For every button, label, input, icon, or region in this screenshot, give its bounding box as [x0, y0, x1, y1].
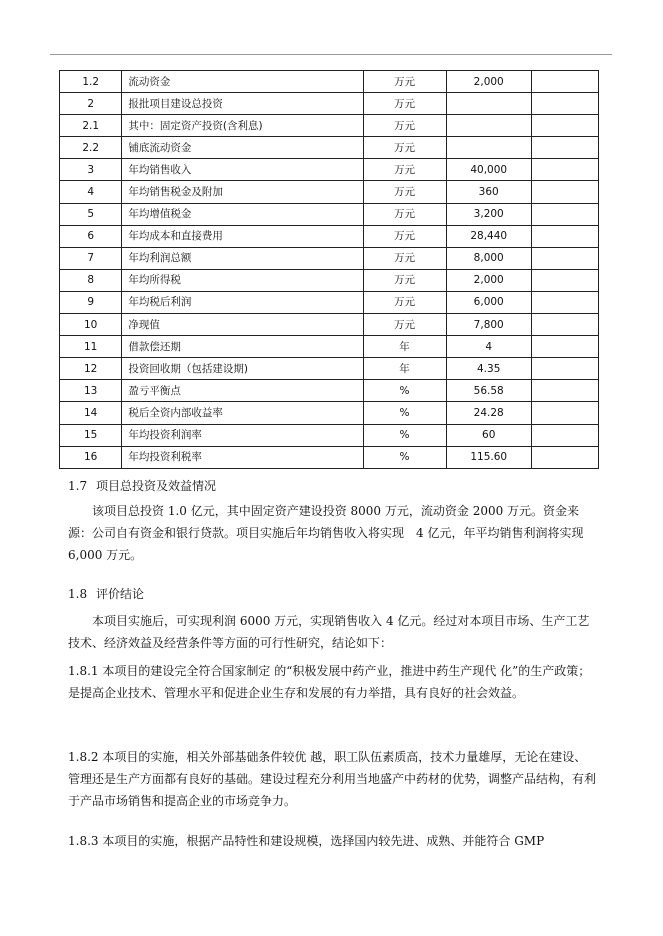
- row-value: 3,200: [446, 203, 531, 225]
- row-value: 2,000: [446, 71, 531, 93]
- row-name: 年均投资利税率: [122, 446, 363, 468]
- row-number: 11: [60, 336, 122, 358]
- item-text: 本项目的建设完全符合国家制定 的“积极发展中药产业，推进中药生产现代 化”的生产政策；是提高企业技术、管理水平和促进企业生存和发展的有力举措，具有良好的社会效益。: [68, 664, 591, 700]
- table-row: [60, 181, 599, 203]
- table-row: [60, 159, 599, 181]
- row-note: [531, 402, 598, 424]
- row-unit: 万元: [363, 93, 446, 115]
- row-value: [446, 93, 531, 115]
- row-note: [531, 358, 598, 380]
- table-row: [60, 380, 599, 402]
- row-number: 2.2: [60, 137, 122, 159]
- row-number: 3: [60, 159, 122, 181]
- table-row: [60, 336, 599, 358]
- row-number: 6: [60, 225, 122, 247]
- table-row: [60, 225, 599, 247]
- row-note: [531, 115, 598, 137]
- row-unit: 万元: [363, 203, 446, 225]
- section-number: 1.8: [68, 587, 88, 601]
- table-row: [60, 291, 599, 313]
- conclusion-item-1: [68, 660, 598, 704]
- row-note: [531, 291, 598, 313]
- row-number: 16: [60, 446, 122, 468]
- row-number: 13: [60, 380, 122, 402]
- row-unit: 年: [363, 358, 446, 380]
- row-value: 6,000: [446, 291, 531, 313]
- row-name: 借款偿还期: [122, 336, 363, 358]
- row-note: [531, 380, 598, 402]
- table-row: [60, 115, 599, 137]
- row-value: 4.35: [446, 358, 531, 380]
- row-note: [531, 314, 598, 336]
- row-value: 7,800: [446, 314, 531, 336]
- table-row: [60, 358, 599, 380]
- table-row: [60, 402, 599, 424]
- row-note: [531, 247, 598, 269]
- section-number: 1.7: [68, 479, 88, 493]
- row-note: [531, 137, 598, 159]
- row-note: [531, 93, 598, 115]
- table-row: [60, 314, 599, 336]
- row-value: 2,000: [446, 269, 531, 291]
- row-unit: 年: [363, 336, 446, 358]
- row-value: 115.60: [446, 446, 531, 468]
- row-number: 5: [60, 203, 122, 225]
- row-number: 1.2: [60, 71, 122, 93]
- row-number: 4: [60, 181, 122, 203]
- indicator-table: [59, 70, 599, 469]
- row-unit: 万元: [363, 247, 446, 269]
- row-unit: 万元: [363, 181, 446, 203]
- row-value: 24.28: [446, 402, 531, 424]
- item-number: 1.8.1: [68, 664, 99, 678]
- row-name: 年均成本和直接费用: [122, 225, 363, 247]
- row-name: 年均利润总额: [122, 247, 363, 269]
- table-row: [60, 93, 599, 115]
- row-name: 年均税后利润: [122, 291, 363, 313]
- row-number: 12: [60, 358, 122, 380]
- row-number: 10: [60, 314, 122, 336]
- row-unit: %: [363, 424, 446, 446]
- row-number: 14: [60, 402, 122, 424]
- row-number: 9: [60, 291, 122, 313]
- row-note: [531, 424, 598, 446]
- row-unit: 万元: [363, 225, 446, 247]
- conclusion-item-3: [68, 830, 598, 852]
- row-name: 年均销售收入: [122, 159, 363, 181]
- row-value: 60: [446, 424, 531, 446]
- paragraph-investment: 该项目总投资 1.0 亿元，其中固定资产建设投资 8000 万元，流动资金 2000 万元。资金来源：公司自有资金和银行贷款。项目实施后年均销售收入将实现 4 亿元，年平均销售利润将实现 6,000 万元。: [68, 504, 584, 562]
- row-value: 28,440: [446, 225, 531, 247]
- item-text: 本项目的实施，相关外部基础条件较优 越，职工队伍素质高，技术力量雄厚，无论在建设、管理还是生产方面都有良好的基础。建设过程充分利用当地盛产中药材的优势，调整产品结构，有利于产品市场销售和提高企业的市场竞争力。: [68, 750, 597, 808]
- row-number: 2: [60, 93, 122, 115]
- table-row: [60, 446, 599, 468]
- row-value: [446, 115, 531, 137]
- row-number: 7: [60, 247, 122, 269]
- row-name: 税后全资内部收益率: [122, 402, 363, 424]
- table-row: [60, 424, 599, 446]
- row-name: 铺底流动资金: [122, 137, 363, 159]
- row-note: [531, 225, 598, 247]
- row-value: 8,000: [446, 247, 531, 269]
- section-heading-1-7: [68, 475, 216, 497]
- row-value: 4: [446, 336, 531, 358]
- row-name: 年均投资利润率: [122, 424, 363, 446]
- item-text: 本项目的实施，根据产品特性和建设规模，选择国内较先进、成熟、并能符合 GMP: [102, 834, 545, 848]
- item-number: 1.8.3: [68, 834, 99, 848]
- row-name: 盈亏平衡点: [122, 380, 363, 402]
- table-row: [60, 203, 599, 225]
- row-unit: %: [363, 446, 446, 468]
- row-note: [531, 336, 598, 358]
- row-unit: %: [363, 402, 446, 424]
- row-unit: 万元: [363, 291, 446, 313]
- row-note: [531, 203, 598, 225]
- table-row: [60, 137, 599, 159]
- row-value: 360: [446, 181, 531, 203]
- row-unit: 万元: [363, 137, 446, 159]
- row-note: [531, 181, 598, 203]
- table-row: [60, 71, 599, 93]
- row-number: 2.1: [60, 115, 122, 137]
- row-note: [531, 71, 598, 93]
- row-unit: 万元: [363, 159, 446, 181]
- row-name: 其中：固定资产投资(含利息): [122, 115, 363, 137]
- section-title: 项目总投资及效益情况: [96, 479, 217, 493]
- paragraph-conclusion-intro: 本项目实施后，可实现利润 6000 万元，实现销售收入 4 亿元。经过对本项目市场、生产工艺技术、经济效益及经营条件等方面的可行性研究，结论如下：: [68, 614, 590, 650]
- row-unit: 万元: [363, 314, 446, 336]
- row-unit: 万元: [363, 71, 446, 93]
- row-name: 净现值: [122, 314, 363, 336]
- table-row: [60, 269, 599, 291]
- header-rule: [50, 54, 612, 55]
- row-value: 40,000: [446, 159, 531, 181]
- table-row: [60, 247, 599, 269]
- row-note: [531, 159, 598, 181]
- row-unit: %: [363, 380, 446, 402]
- row-value: 56.58: [446, 380, 531, 402]
- row-note: [531, 446, 598, 468]
- row-name: 年均所得税: [122, 269, 363, 291]
- row-name: 年均销售税金及附加: [122, 181, 363, 203]
- row-name: 报批项目建设总投资: [122, 93, 363, 115]
- row-unit: 万元: [363, 115, 446, 137]
- row-note: [531, 269, 598, 291]
- row-value: [446, 137, 531, 159]
- row-name: 年均增值税金: [122, 203, 363, 225]
- row-name: 投资回收期（包括建设期): [122, 358, 363, 380]
- row-name: 流动资金: [122, 71, 363, 93]
- section-heading-1-8: [68, 583, 144, 605]
- row-number: 8: [60, 269, 122, 291]
- item-number: 1.8.2: [68, 750, 99, 764]
- row-number: 15: [60, 424, 122, 446]
- section-title: 评价结论: [96, 587, 145, 601]
- row-unit: 万元: [363, 269, 446, 291]
- conclusion-item-2: [68, 746, 598, 812]
